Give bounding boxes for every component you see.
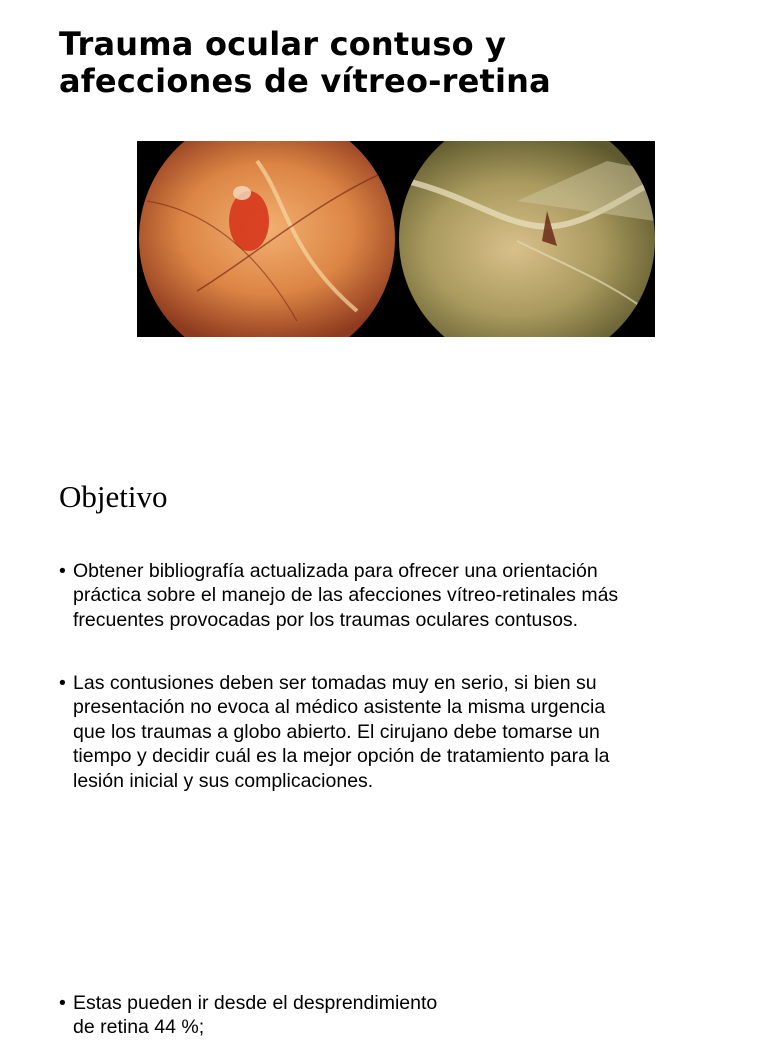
section-heading: Objetivo [59, 479, 168, 514]
bullet-marker: • [59, 992, 66, 1014]
bullet-text [73, 991, 719, 1040]
bullet-text [73, 559, 719, 632]
slide-title-line-2: afecciones de vítreo-retina [59, 62, 551, 100]
slide-title [59, 26, 551, 100]
bullet-text [73, 671, 719, 793]
bullet-line: de retina 44 %; [73, 1016, 205, 1039]
bullet-marker: • [59, 560, 66, 582]
bullet-line: Las contusiones deben ser tomadas muy en serio, si bien su [73, 672, 597, 694]
bullet-line: lesión inicial y sus complicaciones. [73, 769, 374, 792]
bullet-line: presentación no evoca al médico asistente la misma urgencia [73, 696, 606, 719]
bullet-line: Estas pueden ir desde el desprendimiento [73, 992, 438, 1014]
bullet-line: Obtener bibliografía actualizada para ofrecer una orientación [73, 560, 598, 582]
bullet-line: frecuentes provocadas por los traumas oculares contusos. [73, 608, 579, 631]
fundus-image-left [137, 141, 397, 337]
bullet-line: práctica sobre el manejo de las afecciones vítreo-retinales más [73, 584, 619, 607]
bullet-line: tiempo y decidir cuál es la mejor opción de tratamiento para la [73, 745, 610, 768]
bullet-item [59, 671, 719, 793]
bullet-marker: • [59, 672, 66, 694]
slide-title-line-1: Trauma ocular contuso y [59, 25, 507, 63]
bullet-line: que los traumas a globo abierto. El cirujano debe tomarse un [73, 720, 600, 743]
bullet-item [59, 991, 719, 1040]
fundus-image-right [399, 141, 655, 337]
bullet-item [59, 559, 719, 632]
fundus-photo-strip [137, 141, 655, 337]
